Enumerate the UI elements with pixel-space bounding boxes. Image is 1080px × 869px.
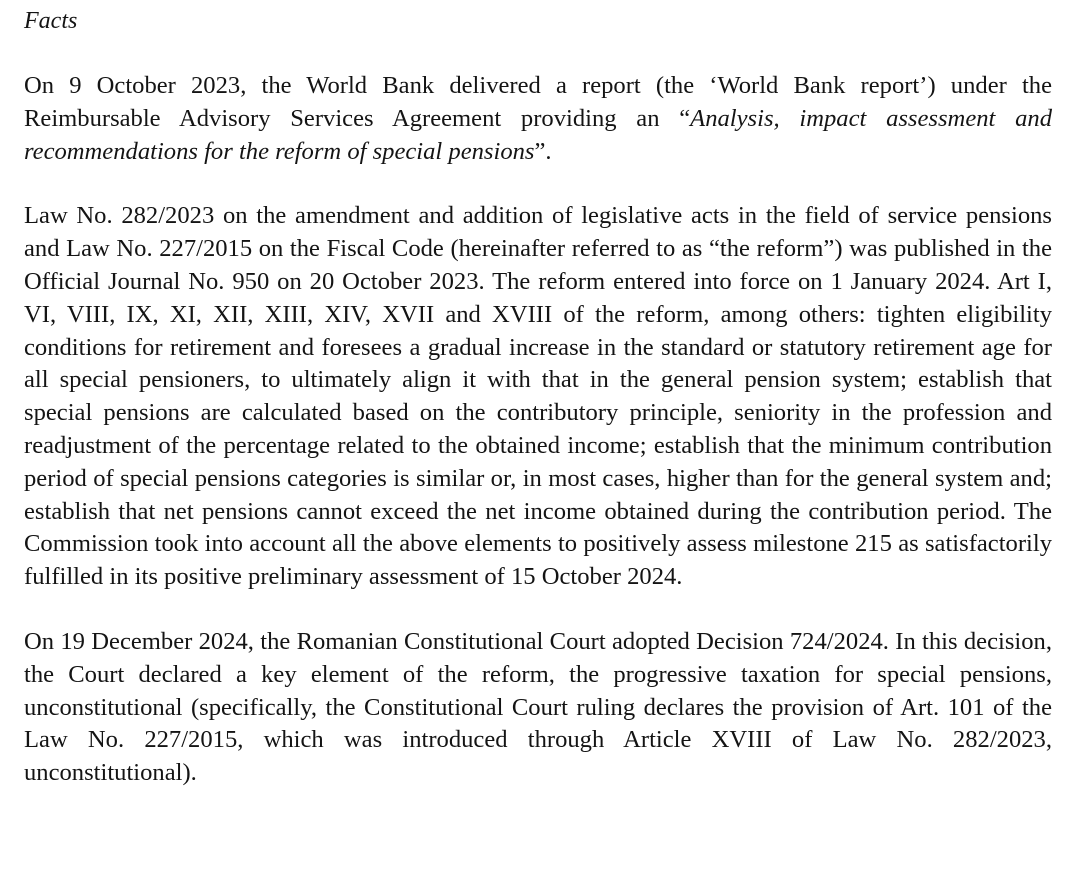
paragraph-1-end: ”. <box>534 137 552 165</box>
paragraph-constitutional-court: On 19 December 2024, the Romanian Constitutional Court adopted Decision 724/2024. In this decision, the Court declared a key element of the reform, the progressive taxation for special pensions, unconstitutional (specifically, the Constitutional Court ruling declares the provision of Art. 101 of the Law No. 227/2015, which was introduced through Article XVIII of Law No. 282/2023, unconstitutional). <box>24 627 1052 787</box>
document-page <box>24 0 1052 790</box>
section-heading: Facts <box>24 8 78 34</box>
report-title-italic: Analysis, impact assessment and recommendations for the reform of special pensions <box>24 104 1052 165</box>
paragraph-world-bank-report <box>24 70 1052 168</box>
paragraph-1-text: On 9 October 2023, the World Bank delivered a report (the ‘World Bank report’) under the Reimbursable Advisory Services Agreement providing an “ <box>24 72 1052 132</box>
paragraph-reform-law: Law No. 282/2023 on the amendment and addition of legislative acts in the field of service pensions and Law No. 227/2015 on the Fiscal Code (hereinafter referred to as “the reform”) was published in the Official Journal No. 950 on 20 October 2023. The reform entered into force on 1 January 2024. Art I, VI, VIII, IX, XI, XII, XIII, XIV, XVII and XVIII of the reform, among others: tighten eligibility conditions for retirement and foresees a gradual increase in the standard or statutory retirement age for all special pensioners, to ultimately align it with that in the general pension system; establish that special pensions are calculated based on the contributory principle, seniority in the profession and readjustment of the percentage related to the obtained income; establish that the minimum contribution period of special pensions categories is similar or, in most cases, higher than for the general system and; establish that net pensions cannot exceed the net income obtained during the contribution period. The Commission took into account all the above elements to positively assess milestone 215 as satisfactorily fulfilled in its positive preliminary assessment of 15 October 2024. <box>24 202 1052 591</box>
